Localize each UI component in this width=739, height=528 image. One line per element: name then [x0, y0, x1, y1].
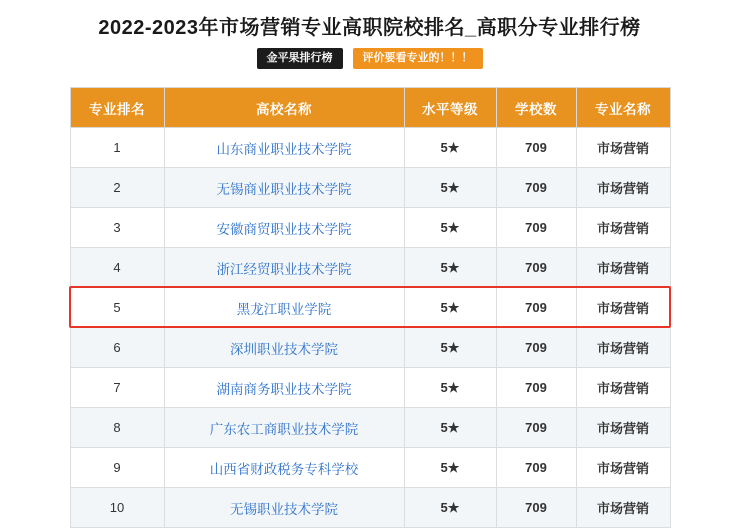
school-link[interactable]: 无锡商业职业技术学院	[216, 181, 352, 197]
cell-school	[164, 368, 404, 408]
cell-major: 市场营销	[576, 448, 670, 488]
school-link[interactable]: 深圳职业技术学院	[230, 341, 338, 357]
cell-rank: 4	[70, 248, 164, 288]
cell-level: 5★	[404, 168, 496, 208]
cell-rank: 2	[70, 168, 164, 208]
school-link[interactable]: 山西省财政税务专科学校	[209, 461, 359, 477]
table-header-row	[70, 88, 670, 128]
school-link[interactable]: 黑龙江职业学院	[236, 301, 332, 317]
cell-major: 市场营销	[576, 288, 670, 328]
cell-major: 市场营销	[576, 328, 670, 368]
cell-rank: 7	[70, 368, 164, 408]
cell-school-count: 709	[496, 488, 576, 528]
cell-major: 市场营销	[576, 488, 670, 528]
table-row	[70, 168, 670, 208]
cell-major: 市场营销	[576, 208, 670, 248]
table-row	[70, 128, 670, 168]
cell-school	[164, 408, 404, 448]
cell-level: 5★	[404, 208, 496, 248]
cell-major: 市场营销	[576, 168, 670, 208]
cell-level: 5★	[404, 328, 496, 368]
cell-school	[164, 128, 404, 168]
ranking-table	[70, 87, 671, 528]
cell-school-count: 709	[496, 168, 576, 208]
badge-source: 金平果排行榜	[257, 48, 343, 69]
table-row	[70, 208, 670, 248]
column-header-count: 学校数	[496, 88, 576, 128]
cell-rank: 8	[70, 408, 164, 448]
cell-level: 5★	[404, 128, 496, 168]
school-link[interactable]: 广东农工商职业技术学院	[209, 421, 359, 437]
cell-school	[164, 288, 404, 328]
cell-school	[164, 208, 404, 248]
cell-school-count: 709	[496, 128, 576, 168]
table-row	[70, 448, 670, 488]
cell-school-count: 709	[496, 408, 576, 448]
cell-rank: 10	[70, 488, 164, 528]
cell-school	[164, 328, 404, 368]
cell-major: 市场营销	[576, 408, 670, 448]
cell-school-count: 709	[496, 288, 576, 328]
cell-level: 5★	[404, 248, 496, 288]
cell-level: 5★	[404, 488, 496, 528]
cell-level: 5★	[404, 408, 496, 448]
ranking-table-wrapper	[70, 87, 670, 528]
table-row	[70, 408, 670, 448]
cell-school-count: 709	[496, 248, 576, 288]
cell-school-count: 709	[496, 448, 576, 488]
cell-rank: 6	[70, 328, 164, 368]
cell-rank: 3	[70, 208, 164, 248]
cell-major: 市场营销	[576, 128, 670, 168]
cell-school	[164, 168, 404, 208]
cell-major: 市场营销	[576, 368, 670, 408]
table-row	[70, 248, 670, 288]
school-link[interactable]: 浙江经贸职业技术学院	[216, 261, 352, 277]
badge-slogan: 评价要看专业的！！！	[353, 48, 483, 69]
cell-school	[164, 488, 404, 528]
cell-rank: 1	[70, 128, 164, 168]
cell-level: 5★	[404, 448, 496, 488]
cell-major: 市场营销	[576, 248, 670, 288]
cell-school-count: 709	[496, 368, 576, 408]
table-row	[70, 328, 670, 368]
cell-level: 5★	[404, 368, 496, 408]
cell-rank: 5	[70, 288, 164, 328]
column-header-rank: 专业排名	[70, 88, 164, 128]
badge-row	[0, 48, 739, 69]
column-header-school: 高校名称	[164, 88, 404, 128]
table-body	[70, 128, 670, 528]
cell-school	[164, 448, 404, 488]
page-title: 2022-2023年市场营销专业高职院校排名_高职分专业排行榜	[98, 17, 641, 39]
cell-school-count: 709	[496, 208, 576, 248]
table-row	[70, 488, 670, 528]
school-link[interactable]: 安徽商贸职业技术学院	[216, 221, 352, 237]
column-header-major: 专业名称	[576, 88, 670, 128]
cell-level: 5★	[404, 288, 496, 328]
school-link[interactable]: 湖南商务职业技术学院	[216, 381, 352, 397]
cell-school-count: 709	[496, 328, 576, 368]
school-link[interactable]: 山东商业职业技术学院	[216, 141, 352, 157]
cell-rank: 9	[70, 448, 164, 488]
cell-school	[164, 248, 404, 288]
table-row	[70, 368, 670, 408]
table-row	[70, 288, 670, 328]
school-link[interactable]: 无锡职业技术学院	[230, 501, 338, 517]
column-header-level: 水平等级	[404, 88, 496, 128]
